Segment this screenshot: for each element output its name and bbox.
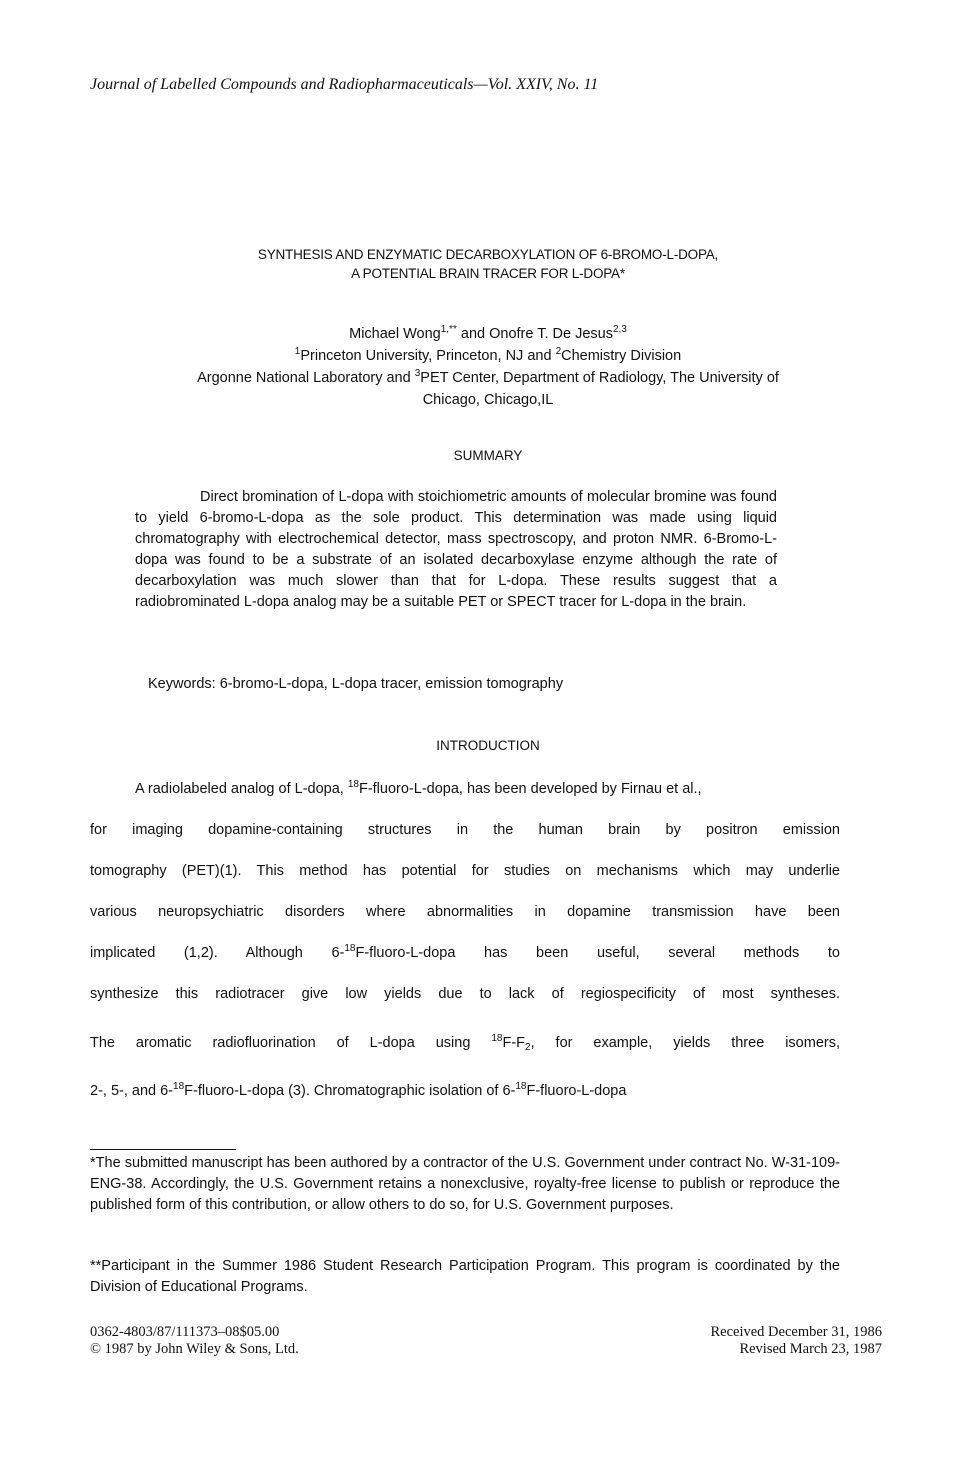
summary-body: Direct bromination of L-dopa with stoichiometric amounts of molecular bromine was found to yield 6-bromo-L-dopa as the sole product. This determination was made using liquid chromatography with electrochemical detector, mass spectroscopy, and proton NMR. 6-Bromo-L-dopa was found to be a substrate of an isolated decarboxylase enzyme although the rate of decarboxylation was much slower than that for L-dopa. These results suggest that a radiobrominated L-dopa analog may be a suitable PET or SPECT tracer for L-dopa in the brain. (135, 489, 777, 610)
affiliation-3: PET Center, Department of Radiology, The University of (420, 370, 779, 386)
title-line-2: A POTENTIAL BRAIN TRACER FOR L-DOPA* (351, 266, 625, 281)
intro-line-7: The aromatic radiofluorination of L-dopa using $^{18}F-F_2$, for example, yields three isomers, (90, 1033, 840, 1053)
author-1: Michael Wong (349, 326, 441, 342)
intro-line-2: for imaging dopamine-containing structures in the human brain by positron emission (90, 822, 840, 838)
intro-line-4: various neuropsychiatric disorders where abnormalities in dopamine transmission have been (90, 904, 840, 920)
intro-line-5: implicated (1,2). Although 6-$^{18}$F-fluoro-L-dopa has been useful, several methods to (90, 943, 841, 961)
aff-1-sup: 1 (294, 346, 301, 357)
introduction-heading: INTRODUCTION (436, 738, 540, 753)
footer-left (90, 1324, 299, 1358)
paper-title (0, 245, 976, 283)
affiliation-line-3: Chicago, Chicago,IL (422, 392, 554, 408)
intro-line-3: tomography (PET)(1). This method has potential for studies on mechanisms which may underlie (90, 863, 840, 879)
summary-heading: SUMMARY (453, 448, 523, 463)
title-line-1: SYNTHESIS AND ENZYMATIC DECARBOXYLATION OF 6-BROMO-L-DOPA, (257, 247, 719, 262)
affiliation-1: Princeton University, Princeton, NJ and (300, 348, 556, 364)
copyright: © 1987 by John Wiley & Sons, Ltd. (90, 1341, 299, 1357)
revised-date: Revised March 23, 1987 (739, 1341, 882, 1357)
footnote-2: **Participant in the Summer 1986 Student Research Participation Program. This program is coordinated by the Division of Educational Programs. (90, 1258, 840, 1295)
footnote-1: *The submitted manuscript has been authored by a contractor of the U.S. Government under contract No. W-31-109-ENG-38. Accordingly, the U.S. Government retains a nonexclusive, royalty-free license to publish or reproduce the published form of this contribution, or allow others to do so, for U.S. Government purposes. (90, 1155, 840, 1213)
intro-line-6: synthesize this radiotracer give low yields due to lack of regiospecificity of most syntheses. (90, 986, 840, 1002)
affiliation-2: Chemistry Division (561, 348, 682, 364)
footer-right (710, 1324, 882, 1358)
author-1-sup: 1,** (440, 324, 457, 335)
author-and: and (460, 326, 486, 342)
keywords: Keywords: 6-bromo-L-dopa, L-dopa tracer, emission tomography (148, 676, 564, 692)
intro-line-8: 2-, 5-, and 6-$^{18}$F-fluoro-L-dopa (3). Chromatographic isolation of 6-$^{18}$F-fluoro-L-dopa (90, 1081, 627, 1099)
aff-2-sup: 2 (555, 346, 562, 357)
article-code: 0362-4803/87/111373–08$05.00 (90, 1324, 280, 1340)
affiliation-2-cont: Argonne National Laboratory and (197, 370, 415, 386)
author-block (0, 323, 976, 411)
author-line (0, 323, 976, 345)
affiliation-line-2 (0, 367, 976, 389)
received-date: Received December 31, 1986 (710, 1324, 882, 1340)
footnote-divider (90, 1149, 236, 1150)
affiliation-line-1 (0, 345, 976, 367)
intro-line-1: A radiolabeled analog of L-dopa, $^{18}$F-fluoro-L-dopa, has been developed by Firnau et al., (135, 779, 702, 797)
author-2: Onofre T. De Jesus (489, 326, 613, 342)
author-2-sup: 2,3 (612, 324, 627, 335)
journal-header: Journal of Labelled Compounds and Radiopharmaceuticals—Vol. XXIV, No. 11 (90, 76, 599, 93)
aff-3-sup: 3 (414, 368, 421, 379)
